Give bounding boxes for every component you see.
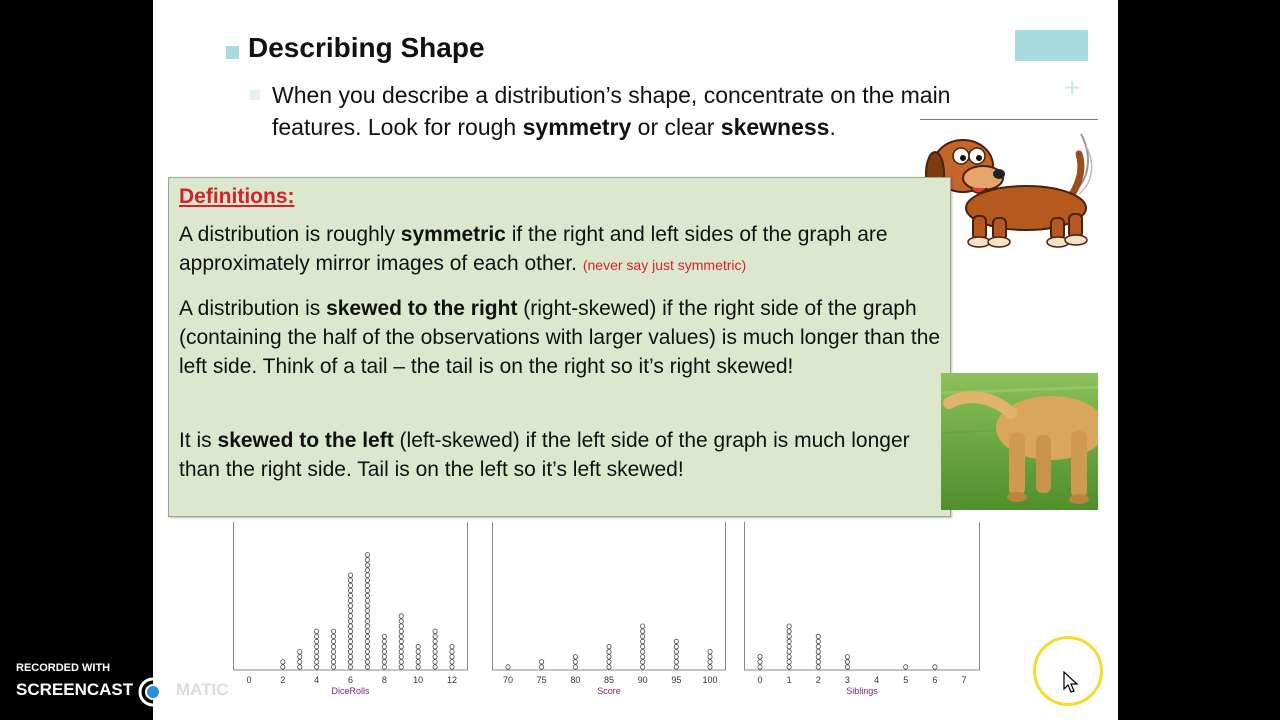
dot-point [433,634,437,639]
x-tick-label: 100 [702,675,718,685]
body-text-part: When you describe a distribution’s shape, concentrate on the main features. Look for rough [272,82,951,140]
dot-point [416,644,420,649]
dot-point [433,644,437,649]
x-tick-label: 7 [961,675,967,685]
dot-point [331,660,335,665]
dot-point [298,660,302,665]
dot-point [331,639,335,644]
dot-point [399,649,403,654]
dot-point [365,593,369,598]
dot-point [348,639,352,644]
dot-point [348,588,352,593]
dot-point [348,660,352,665]
accent-divider [920,119,1098,120]
dot-point [540,665,544,670]
dot-point [433,660,437,665]
dot-point [787,649,791,654]
dot-point [399,665,403,670]
dot-point [365,634,369,639]
dot-point [365,609,369,614]
dot-point [433,639,437,644]
dot-point [365,598,369,603]
dot-point [787,639,791,644]
dot-point [450,644,454,649]
dot-point [365,588,369,593]
dot-point [382,649,386,654]
dot-point [758,655,762,660]
x-tick-label: 1 [786,675,792,685]
accent-rectangle [1015,30,1088,61]
dot-point [348,593,352,598]
dot-point [365,604,369,609]
dot-point [348,573,352,578]
dot-point [365,578,369,583]
dot-point [787,644,791,649]
dot-point [365,624,369,629]
definition-text: if the right and left sides of the graph are approximately mirror images of each other. [179,223,888,275]
dot-point [315,655,319,660]
definition-text: A distribution is [179,297,327,320]
definition-symmetric [179,220,949,280]
dot-point [365,583,369,588]
definition-text: (left-skewed) if the left side of the graph is much longer than the right side. Tail is on the left so it’s left skewed! [179,429,910,481]
dot-point [315,660,319,665]
dot-point [382,665,386,670]
dot-point [348,604,352,609]
x-tick-label: 4 [874,675,880,685]
dot-point [540,660,544,665]
x-tick-label: 12 [446,675,458,685]
dot-point [331,665,335,670]
dot-point [298,649,302,654]
dot-point [348,614,352,619]
dot-point [281,665,285,670]
dot-point [758,660,762,665]
dot-point [365,619,369,624]
dot-point [399,660,403,665]
dot-point [816,639,820,644]
dot-point [315,644,319,649]
dot-point [365,573,369,578]
dot-point [348,644,352,649]
dot-point [399,634,403,639]
presentation-slide [153,0,1118,720]
dot-point [787,660,791,665]
definition-term-symmetric: symmetric [400,223,506,246]
plus-icon: + [1064,72,1081,103]
x-tick-label: 2 [280,675,286,685]
dot-point [331,634,335,639]
dot-point [607,665,611,670]
dot-point [573,665,577,670]
dot-point [399,629,403,634]
dot-point [708,655,712,660]
dot-point [641,665,645,670]
body-bold-skewness: skewness [720,114,830,140]
x-axis-title: Score [597,686,621,696]
dot-point [315,634,319,639]
dot-point [904,665,908,670]
dot-point [708,649,712,654]
dot-point [331,655,335,660]
dot-point [348,665,352,670]
dot-point [674,649,678,654]
dot-point [450,655,454,660]
dot-point [399,619,403,624]
definitions-heading: Definitions: [179,185,295,208]
screencast-logo-icon [138,677,168,707]
dot-point [365,644,369,649]
dot-point [365,614,369,619]
dot-point [382,639,386,644]
watermark-recorded-with: RECORDED WITH [16,662,111,674]
dot-point [433,665,437,670]
dotplot-siblings [744,522,980,702]
dot-point [506,665,510,670]
dot-point [348,583,352,588]
dot-point [674,665,678,670]
dot-point [758,665,762,670]
dot-point [433,655,437,660]
dot-point [816,634,820,639]
dotplot-dicerolls [233,522,468,702]
dot-point [787,634,791,639]
dot-point [641,660,645,665]
x-tick-label: 75 [536,675,547,685]
dot-point [348,649,352,654]
x-tick-label: 3 [844,675,850,685]
definition-note: (never say just symmetric) [582,257,747,273]
dot-point [399,655,403,660]
dot-point [816,665,820,670]
dot-point [365,558,369,563]
dot-point [573,660,577,665]
dot-point [641,624,645,629]
dot-point [674,644,678,649]
dot-point [348,598,352,603]
definition-right-skewed [179,294,949,381]
x-tick-label: 85 [603,675,615,685]
dot-point [450,665,454,670]
x-tick-label: 5 [903,675,909,685]
dot-point [816,644,820,649]
dot-point [450,660,454,665]
x-tick-label: 6 [932,675,938,685]
mouse-pointer-icon [1063,671,1079,693]
dot-point [416,660,420,665]
dot-point [348,624,352,629]
dot-point [399,644,403,649]
dot-point [573,655,577,660]
dot-point [348,655,352,660]
dot-point [365,649,369,654]
dot-point [298,655,302,660]
dot-point [433,649,437,654]
dot-point [933,665,937,670]
dot-point [607,660,611,665]
slide-body-text [272,79,972,143]
dot-point [315,665,319,670]
dot-point [641,634,645,639]
x-tick-label: 90 [637,675,648,685]
dog-tail-photo [941,373,1098,510]
dotplot-score [492,522,726,702]
body-text-part: or clear [631,114,721,140]
definition-text: (right-skewed) if the right side of the graph (containing the half of the observations with larger values) is much longer than the left side. Think of a tail – the tail is on the right so it’s right skewed! [179,297,941,378]
definitions-box [168,177,951,517]
dot-point [348,629,352,634]
dot-point [674,655,678,660]
dot-point [365,660,369,665]
body-bullet-icon [250,90,260,100]
dot-point [708,660,712,665]
dot-point [787,665,791,670]
dot-point [845,665,849,670]
dot-point [331,649,335,654]
dot-point [365,665,369,670]
dot-point [348,578,352,583]
dot-point [315,639,319,644]
definition-text: A distribution is roughly [179,223,401,246]
dot-point [348,634,352,639]
dot-point [816,660,820,665]
dot-point [315,649,319,654]
dot-point [365,629,369,634]
dot-point [641,629,645,634]
dot-point [674,660,678,665]
x-tick-label: 95 [671,675,682,685]
dot-point [365,568,369,573]
definition-term-left-skewed: skewed to the left [217,429,394,452]
dot-point [845,655,849,660]
body-bold-symmetry: symmetry [522,114,632,140]
x-tick-label: 70 [502,675,514,685]
dot-point [607,655,611,660]
dot-point [708,665,712,670]
dot-point [787,624,791,629]
dot-point [416,649,420,654]
dot-point [641,644,645,649]
dot-point [433,629,437,634]
x-tick-label: 0 [246,675,252,685]
dot-point [787,629,791,634]
dot-point [331,644,335,649]
dot-point [281,660,285,665]
dot-point [365,639,369,644]
dot-point [641,639,645,644]
dot-point [816,649,820,654]
slide-title: Describing Shape [248,32,485,63]
watermark-matic: MATIC [176,680,229,699]
dot-point [399,639,403,644]
x-tick-label: 4 [314,675,320,685]
dot-point [641,655,645,660]
x-tick-label: 80 [570,675,581,685]
dot-point [787,655,791,660]
dot-point [382,634,386,639]
dot-point [365,553,369,558]
x-tick-label: 6 [347,675,354,685]
dot-point [607,644,611,649]
dot-point [365,655,369,660]
dot-point [416,655,420,660]
dot-point [315,629,319,634]
dot-point [641,649,645,654]
dot-point [845,660,849,665]
dot-point [450,649,454,654]
dot-point [331,629,335,634]
dot-point [382,655,386,660]
body-text-part: . [829,114,836,140]
dot-point [298,665,302,670]
dot-point [348,619,352,624]
x-axis-title: DiceRolls [331,686,370,696]
dot-point [416,665,420,670]
dot-point [399,614,403,619]
definition-left-skewed [179,426,949,484]
dot-point [382,660,386,665]
definition-text: It is [179,429,218,452]
dot-point [348,609,352,614]
watermark-screencast: SCREENCAST [16,680,134,699]
definition-term-right-skewed: skewed to the right [326,297,518,320]
x-axis-title: Siblings [846,686,878,696]
dot-point [382,644,386,649]
x-tick-label: 0 [757,675,763,685]
x-tick-label: 8 [381,675,387,685]
x-tick-label: 2 [815,675,821,685]
dot-point [399,624,403,629]
dot-point [607,649,611,654]
dot-point [674,639,678,644]
x-tick-label: 10 [413,675,424,685]
dot-point [365,563,369,568]
title-bullet-icon [226,46,239,59]
dot-point [816,655,820,660]
